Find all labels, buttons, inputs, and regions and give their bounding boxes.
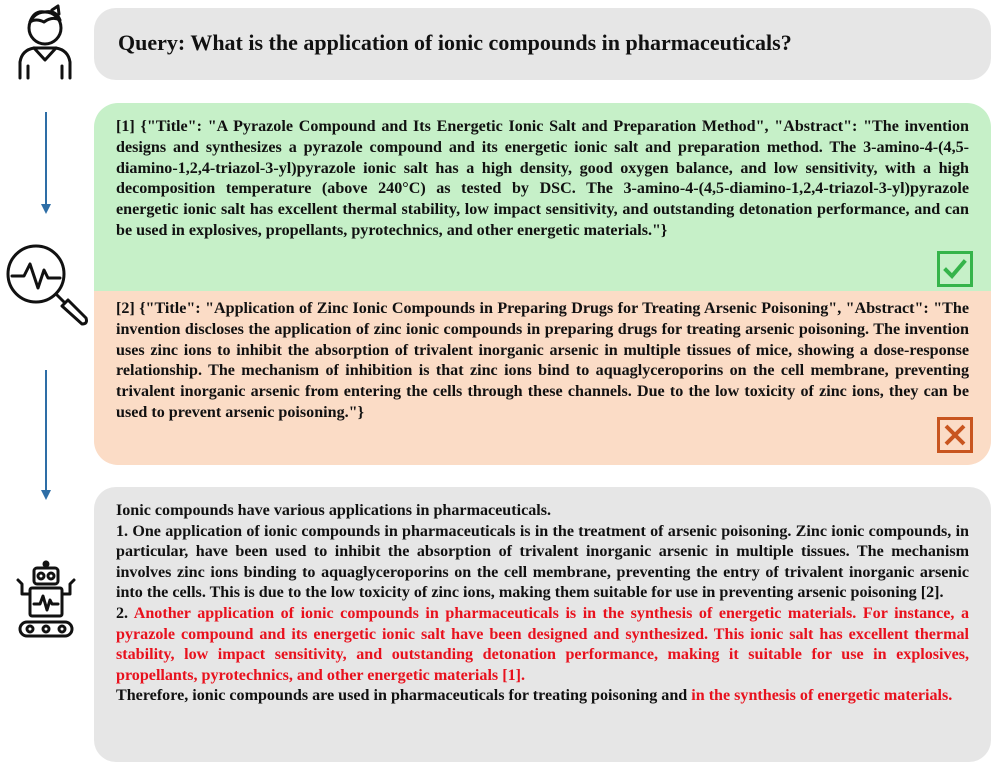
answer-point-2-text: Another application of ionic compounds in pharmaceuticals is in the synthesis of energetic materials. For instance, a pyrazole compound and its energetic ionic salt have been designed and synthesized. This ionic salt has excellent thermal stability, low impact sensitivity, and outstanding detonation performance, making it suitable for use in explosives, propellants, pyrotechnics, and other energetic materials [1]. [116, 604, 970, 684]
answer-conclusion-highlight: in the synthesis of energetic materials. [691, 687, 953, 705]
user-icon [14, 4, 76, 80]
cross-box-icon [937, 417, 973, 453]
robot-icon [14, 560, 78, 640]
answer-conclusion-text: Therefore, ionic compounds are used in pharmaceuticals for treating poisoning and [116, 687, 688, 705]
document-1-text: [1] {"Title": "A Pyrazole Compound and Its Energetic Ionic Salt and Preparation Method", "Abstract": "The invention designs and synthesizes a pyrazole compound and its energetic ionic salt and preparation method. The 3-amino-4-(4,5-diamino-1,2,4-triazol-3-yl)pyrazole ionic salt has a high density, good oxygen balance, and low sensitivity, with a high decomposition temperature (above 240°C) as tested by DSC. The 3-amino-4-(4,5-diamino-1,2,4-triazol-3-yl)pyrazole energetic ionic salt has excellent thermal stability, low impact sensitivity, and outstanding detonation performance, and can be used in explosives, propellants, pyrotechnics, and other energetic materials."} [116, 118, 969, 239]
retrieved-document-1 [94, 103, 991, 291]
answer-point-2-number: 2. [116, 604, 129, 622]
check-box-icon [937, 251, 973, 287]
query-label: Query: [118, 30, 186, 55]
down-arrow-icon [38, 370, 54, 502]
answer-point-2 [116, 604, 969, 686]
answer-conclusion [116, 686, 969, 707]
query-question: What is the application of ionic compounds in pharmaceuticals? [190, 30, 792, 55]
answer-text [116, 501, 969, 707]
retrieval-magnifier-icon [2, 240, 92, 330]
down-arrow-icon [38, 112, 54, 216]
generated-answer-box [94, 487, 991, 762]
query-box [94, 8, 991, 80]
retrieved-document-2 [94, 291, 991, 465]
answer-intro: Ionic compounds have various applications in pharmaceuticals. [116, 502, 552, 519]
query-text [118, 30, 792, 56]
document-2-text: [2] {"Title": "Application of Zinc Ionic Compounds in Preparing Drugs for Treating Arsenic Poisoning", "Abstract": "The invention discloses the application of zinc ionic compounds in preparing drugs for treating arsenic poisoning. The invention uses zinc ions to inhibit the absorption of trivalent inorganic arsenic in multiple tissues of mice, showing a dose-response relationship. The mechanism of inhibition is that zinc ions bind to aquaglyceroporins on the cell membrane, preventing trivalent inorganic arsenic from entering the cells through these channels. Due to the low toxicity of zinc ions, they can be used to prevent arsenic poisoning."} [116, 300, 969, 421]
answer-point-1: 1. One application of ionic compounds in pharmaceuticals is in the treatment of arsenic poisoning. Zinc ionic compounds, in particular, have been used to inhibit the absorption of trivalent inorganic arsenic in multiple tissues. The mechanism involves zinc ions binding to aquaglyceroporins on the cell membrane, preventing the entry of trivalent inorganic arsenic into the cells. This is due to the low toxicity of zinc ions, making them suitable for use in preventing arsenic poisoning [2]. [116, 522, 969, 602]
